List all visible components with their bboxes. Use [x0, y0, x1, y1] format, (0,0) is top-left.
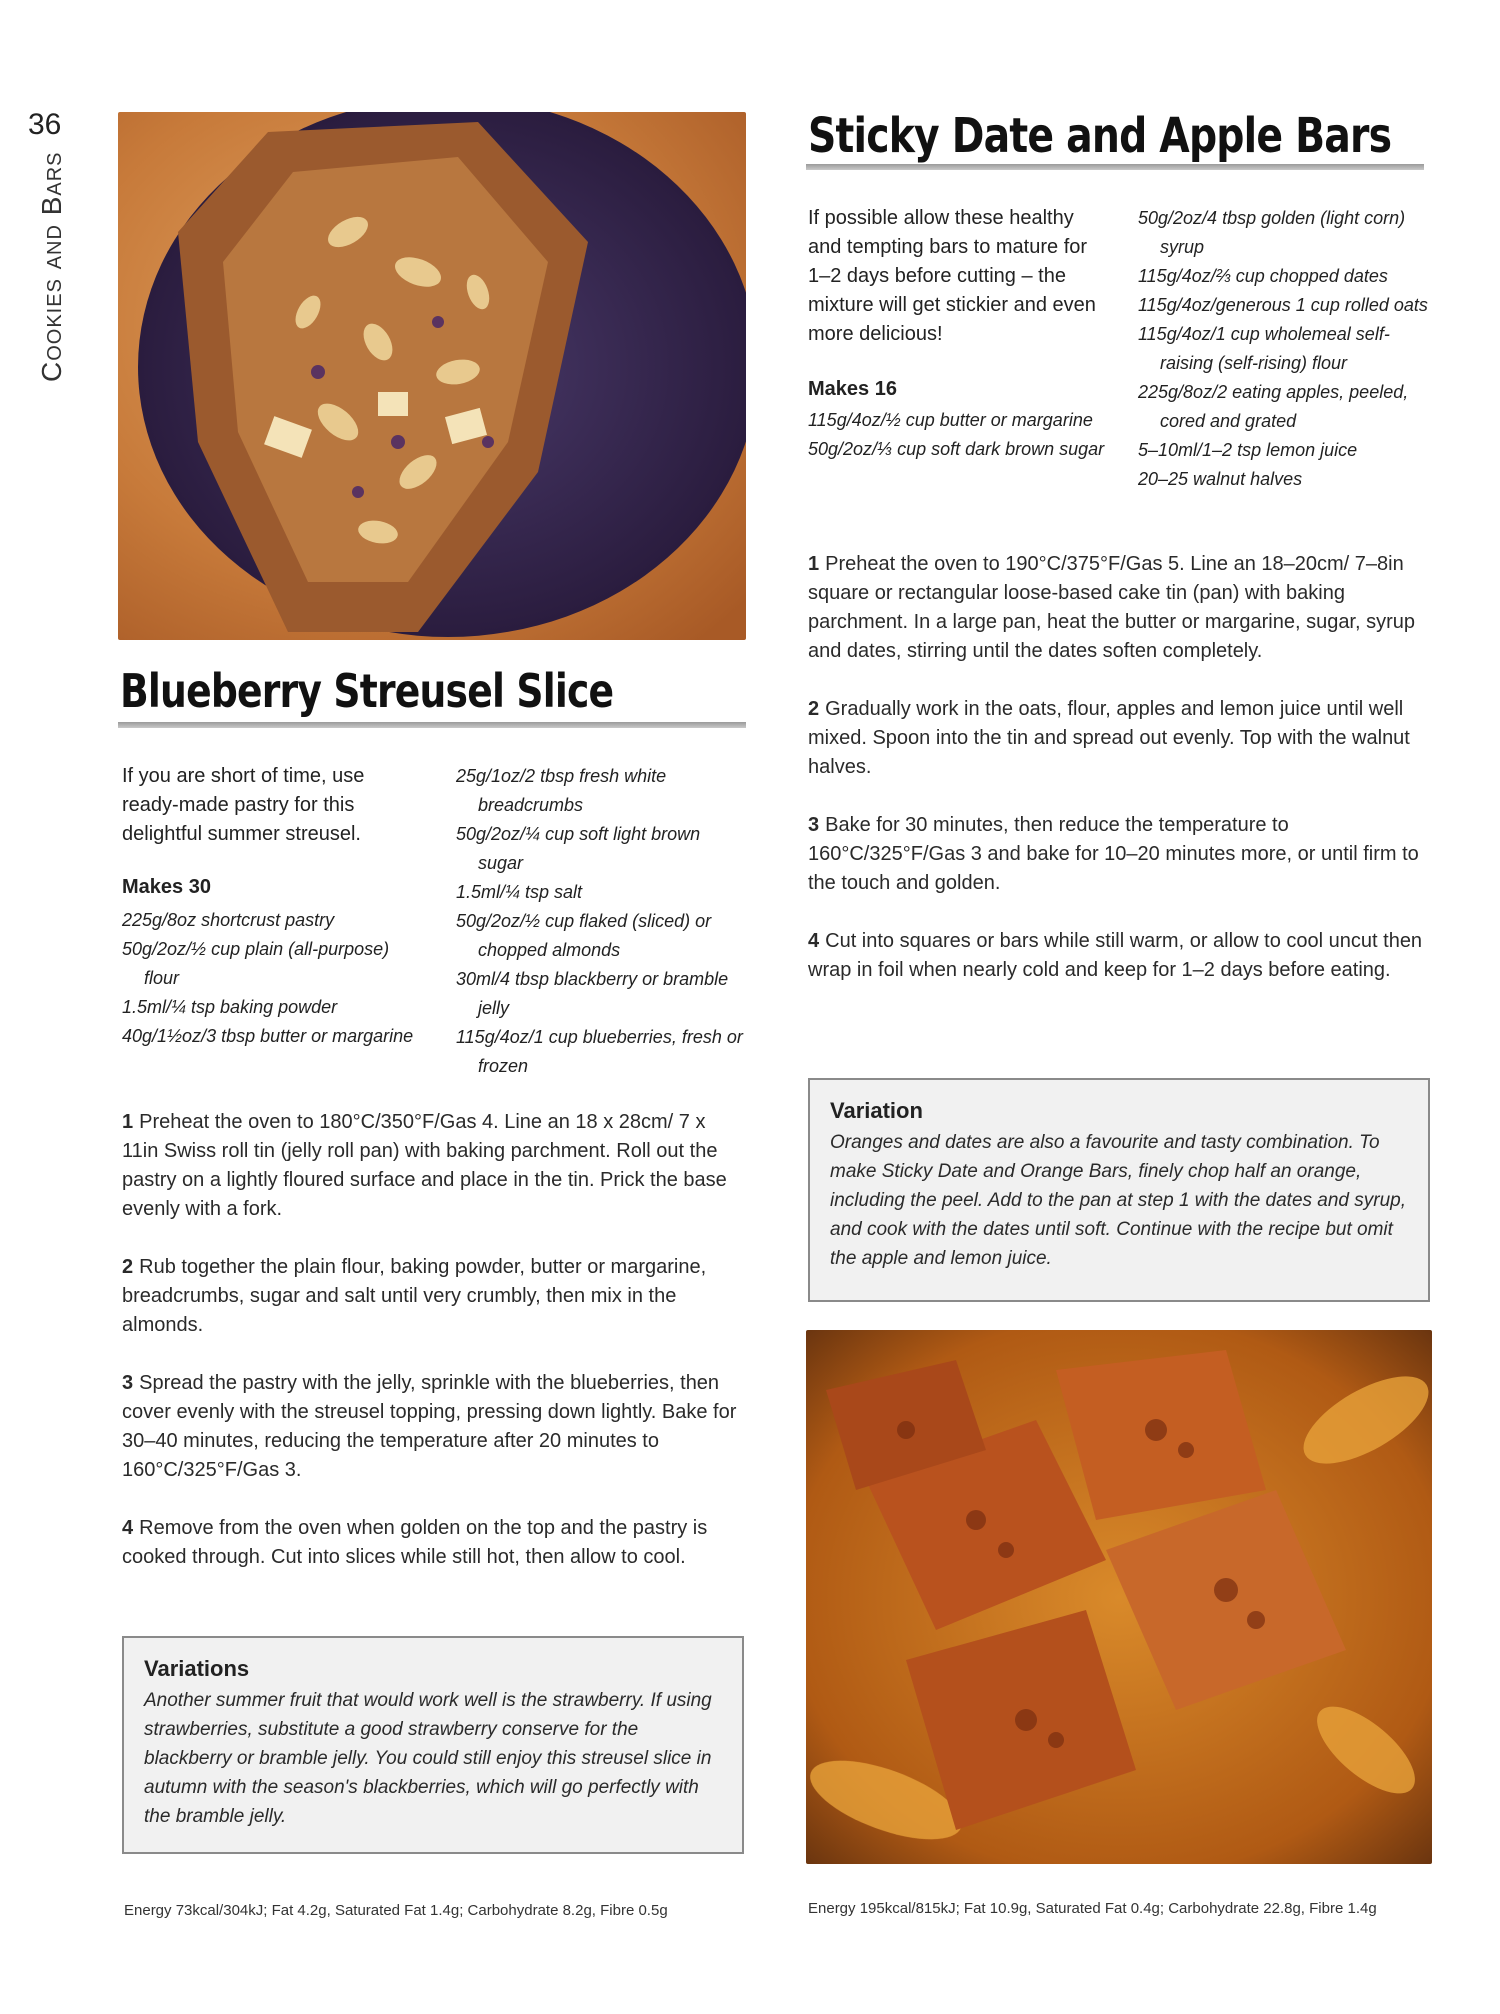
variations-text: Another summer fruit that would work well is the strawberry. If using strawberries, substitute a good strawberry conserve for the blackberry or bramble jelly. You could still enjoy this streusel slice in autumn with the season's blackberries, which will go perfectly with the bramble jelly.	[144, 1690, 712, 1827]
method-step: 1 Preheat the oven to 180°C/350°F/Gas 4. Line an 18 x 28cm/ 7 x 11in Swiss roll tin (jelly roll pan) with baking parchment. Roll out the pastry on a lightly floured surface and place in the tin. Prick the base evenly with a fork.	[122, 1111, 727, 1220]
ingredient-item: 50g/2oz/½ cup flaked (sliced) or chopped almonds	[456, 911, 712, 960]
variation-text: Oranges and dates are also a favourite and tasty combination. To make Sticky Date and Orange Bars, finely chop half an orange, including the peel. Add to the pan at step 1 with the dates and syrup, and cook with the dates until soft. Continue with the recipe but omit the apple and lemon juice.	[830, 1132, 1407, 1269]
ingredient-item: 25g/1oz/2 tbsp fresh white breadcrumbs	[456, 766, 667, 815]
intro-blueberry: If you are short of time, use ready-made pastry for this delightful summer streusel.	[122, 765, 365, 845]
date-apple-bars-photo	[806, 1330, 1432, 1864]
method-sticky-date	[808, 550, 1428, 1014]
method-step: 2 Rub together the plain flour, baking powder, butter or margarine, breadcrumbs, sugar and salt until very crumbly, then mix in the almonds.	[122, 1256, 707, 1336]
ingredient-item: 50g/2oz/½ cup plain (all-purpose) flour	[122, 939, 390, 988]
ingredients-sticky-date-col2	[1138, 204, 1428, 494]
yield-sticky-date: Makes 16	[808, 378, 897, 400]
title-rule-left	[118, 722, 746, 728]
ingredient-item: 30ml/4 tbsp blackberry or bramble jelly	[456, 969, 729, 1018]
variation-box-sticky-date	[808, 1078, 1430, 1302]
ingredient-item: 115g/4oz/½ cup butter or margarine	[808, 410, 1093, 430]
ingredient-item: 50g/2oz/4 tbsp golden (light corn) syrup	[1138, 208, 1406, 257]
page-number: 36	[28, 108, 62, 141]
ingredient-item: 225g/8oz/2 eating apples, peeled, cored and grated	[1138, 382, 1409, 431]
ingredient-item: 225g/8oz shortcrust pastry	[122, 910, 335, 930]
method-blueberry	[122, 1108, 742, 1601]
blueberry-streusel-photo	[118, 112, 746, 640]
ingredient-item: 5–10ml/1–2 tsp lemon juice	[1138, 440, 1358, 460]
ingredients-sticky-date-col1	[808, 406, 1108, 464]
ingredient-item: 1.5ml/¼ tsp salt	[456, 882, 583, 902]
ingredients-blueberry-col2	[456, 762, 746, 1081]
ingredient-item: 115g/4oz/1 cup wholemeal self-raising (self-rising) flour	[1138, 324, 1390, 373]
recipe-title-blueberry: Blueberry Streusel Slice	[120, 664, 614, 718]
variations-box-blueberry	[122, 1636, 744, 1854]
ingredient-item: 20–25 walnut halves	[1138, 469, 1303, 489]
method-step: 3 Bake for 30 minutes, then reduce the temperature to 160°C/325°F/Gas 3 and bake for 10–20 minutes more, or until firm to the touch and golden.	[808, 814, 1419, 894]
method-step: 3 Spread the pastry with the jelly, sprinkle with the blueberries, then cover evenly with the streusel topping, pressing down lightly. Bake for 30–40 minutes, reducing the temperature after 20 minutes to 160°C/325°F/Gas 3.	[122, 1372, 737, 1481]
ingredient-item: 50g/2oz/⅓ cup soft dark brown sugar	[808, 439, 1105, 459]
intro-sticky-date: If possible allow these healthy and tempting bars to mature for 1–2 days before cutting – the mixture will get stickier and even more delicious!	[808, 207, 1096, 345]
ingredient-item: 115g/4oz/generous 1 cup rolled oats	[1138, 295, 1428, 315]
ingredient-item: 40g/1½oz/3 tbsp butter or margarine	[122, 1026, 414, 1046]
method-step: 1 Preheat the oven to 190°C/375°F/Gas 5. Line an 18–20cm/ 7–8in square or rectangular loose-based cake tin (pan) with baking parchment. In a large pan, heat the butter or margarine, sugar, syrup and dates, stirring until the dates soften completely.	[808, 553, 1416, 662]
recipe-title-sticky-date: Sticky Date and Apple Bars	[808, 108, 1392, 164]
method-step: 4 Cut into squares or bars while still warm, or allow to cool uncut then wrap in foil when nearly cold and keep for 1–2 days before eating.	[808, 930, 1423, 981]
ingredient-item: 1.5ml/¼ tsp baking powder	[122, 997, 338, 1017]
variations-heading: Variations	[144, 1656, 250, 1681]
method-step: 4 Remove from the oven when golden on the top and the pastry is cooked through. Cut into slices while still hot, then allow to cool.	[122, 1517, 708, 1568]
nutrition-blueberry: Energy 73kcal/304kJ; Fat 4.2g, Saturated Fat 1.4g; Carbohydrate 8.2g, Fibre 0.5g	[124, 1902, 668, 1919]
method-step: 2 Gradually work in the oats, flour, apples and lemon juice until well mixed. Spoon into the tin and spread out evenly. Top with the walnut halves.	[808, 698, 1410, 778]
ingredient-item: 50g/2oz/¼ cup soft light brown sugar	[456, 824, 701, 873]
ingredients-blueberry-col1	[122, 906, 422, 1051]
ingredient-item: 115g/4oz/1 cup blueberries, fresh or frozen	[456, 1027, 743, 1076]
section-label: Cookies and Bars	[36, 152, 67, 383]
ingredient-item: 115g/4oz/⅔ cup chopped dates	[1138, 266, 1388, 286]
variation-heading: Variation	[830, 1098, 923, 1123]
yield-blueberry: Makes 30	[122, 876, 211, 898]
nutrition-sticky-date: Energy 195kcal/815kJ; Fat 10.9g, Saturated Fat 0.4g; Carbohydrate 22.8g, Fibre 1.4g	[808, 1900, 1377, 1917]
title-rule-right	[806, 164, 1424, 170]
